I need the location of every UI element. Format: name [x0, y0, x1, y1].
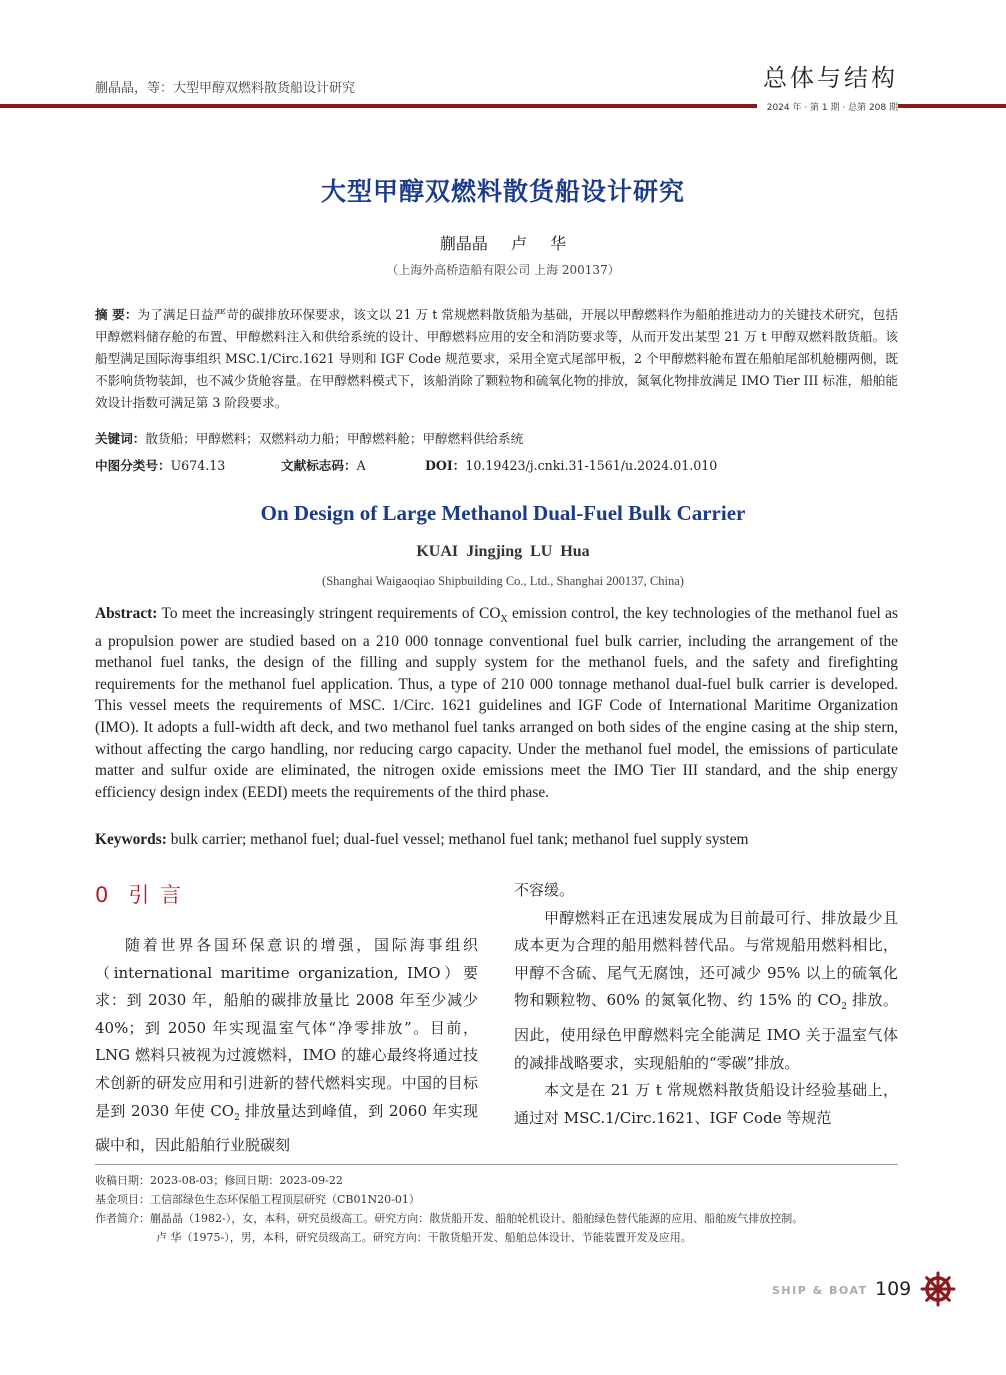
clc-line — [95, 455, 225, 474]
footnote-author2: 卢 华（1975-），男，本科，研究员级高工。研究方向：干散货船开发、船舶总体设计、节能装置开发及应用。 — [156, 1231, 692, 1244]
running-title: 蒯晶晶，等：大型甲醇双燃料散货船设计研究 — [95, 81, 356, 96]
ship-wheel-icon — [920, 1271, 956, 1307]
doc-code-line — [281, 455, 366, 474]
body-text: 排放量达到峰值，到 2060 年实现碳中和，因此船舶行业脱碳刻 — [95, 1101, 478, 1155]
cn-authors: 蒯晶晶 卢 华 — [439, 234, 567, 253]
footnote-rule — [95, 1164, 898, 1165]
cn-title: 大型甲醇双燃料散货船设计研究 — [320, 177, 685, 206]
page-number: 109 — [875, 1278, 912, 1300]
body-paragraph: 本文是在 21 万 t 常规燃料散货船设计经验基础上，通过对 MSC.1/Circ.1621、IGF Code 等规范 — [514, 1081, 898, 1127]
body-column-right — [514, 877, 898, 1132]
en-authors: KUAI Jingjing LU Hua — [416, 543, 590, 560]
en-affiliation: (Shanghai Waigaoqiao Shipbuilding Co., Ltd., Shanghai 200137, China) — [322, 574, 684, 588]
body-paragraph — [95, 932, 478, 1160]
footnote-received: 收稿日期：2023-08-03；修回日期：2023-09-22 — [95, 1174, 343, 1187]
clc-value: U674.13 — [170, 458, 226, 473]
doi-value: 10.19423/j.cnki.31-1561/u.2024.01.010 — [465, 458, 718, 473]
issue-label: 2024 年 · 第 1 期 · 总第 208 期 — [757, 103, 898, 113]
en-abstract-post: emission control, the key technologies of the methanol fuel as a propulsion power are studied based on a 210 000 tonnage conventional fuel bulk carrier, including the arrangement of the methanol fuel tanks, the design of the filling and supply system for the methanol fuels, and the safety and firefighting requirements for the methanol fuel application. Thus, a type of 210 000 tonnage methanol dual-fuel bulk carrier is developed. This vessel meets the requirements of MSC. 1/Circ. 1621 guidelines and IGF Code of International Maritime Organization (IMO). It adopts a full-width aft deck, and two methanol fuel tanks arranged on both sides of the engine casing at the ship stern, without affecting the cargo handling, nor reducing cargo capacity. Under the methanol fuel model, the emissions of particulate matter and sulfur oxide are eliminated, the nitrogen oxide emissions meet the IMO Tier III standard, and the ship energy efficiency design index (EEDI) meets the requirements of the third phase. — [95, 605, 898, 801]
cn-abstract-text: 为了满足日益严苛的碳排放环保要求，该文以 21 万 t 常规燃料散货船为基础，开展以甲醇燃料作为船舶推进动力的关键技术研究，包括甲醇燃料储存舱的布置、甲醇燃料注入和供给系统的设计、甲醇燃料应用的安全和消防要求等，从而开发出某型 21 万 t 甲醇双燃料散货船。该船型满足国际海事组织 MSC.1/Circ.1621 导则和 IGF Code 规范要求，采用全宽式尾部甲板，2 个甲醇燃料舱布置在船舶尾部机舱棚两侧，既不影响货物装卸，也不减少货舱容量。在甲醇燃料模式下，该船消除了颗粒物和硫氧化物的排放，氮氧化物排放满足 IMO Tier III 标准，船舶能效设计指数可满足第 3 阶段要求。 — [95, 307, 898, 410]
doc-code-value: A — [356, 458, 366, 473]
cn-affiliation: （上海外高桥造船有限公司 上海 200137） — [386, 263, 620, 277]
section-title: 引 言 — [128, 883, 184, 907]
body-text: 甲醇燃料正在迅速发展成为目前最可行、排放最少且成本更为合理的船用燃料替代品。与常规船用燃料相比，甲醇不含硫、尾气无腐蚀，还可减少 95% 以上的硫氧化物和颗粒物、60% 的氮氧化物、约 15% 的 CO — [514, 908, 898, 1010]
section-label: 总体与结构 — [763, 64, 898, 92]
doi-label: DOI： — [425, 458, 466, 473]
doc-code-label: 文献标志码： — [281, 458, 357, 473]
clc-label: 中图分类号： — [95, 458, 171, 473]
magazine-name: SHIP & BOAT — [772, 1284, 868, 1297]
en-keywords-label: Keywords: — [95, 831, 167, 848]
footnote-fund: 基金项目：工信部绿色生态环保船工程顶层研究（CB01N20-01） — [95, 1193, 420, 1206]
subscript: 2 — [841, 1002, 847, 1013]
section-number: 0 — [95, 883, 111, 907]
body-paragraph: 不容缓。 — [514, 881, 575, 899]
en-title: On Design of Large Methanol Dual-Fuel Bulk Carrier — [260, 501, 746, 525]
footnote-author1: 作者简介：蒯晶晶（1982-），女，本科，研究员级高工。研究方向：散货船开发、船舶轮机设计、船舶绿色替代能源的应用、船舶废气排放控制。 — [95, 1212, 804, 1225]
en-abstract — [95, 603, 898, 803]
en-abstract-label: Abstract: — [95, 605, 158, 622]
en-keywords-text: bulk carrier; methanol fuel; dual-fuel vessel; methanol fuel tank; methanol fuel supply system — [170, 831, 749, 848]
en-abstract-pre: To meet the increasingly stringent requirements of CO — [161, 605, 501, 622]
cn-keywords-label: 关键词： — [95, 431, 146, 446]
body-paragraph — [514, 905, 898, 1078]
cn-abstract — [95, 304, 898, 414]
section-heading — [95, 879, 201, 909]
en-abstract-sub: X — [500, 614, 508, 626]
body-text: 排放。因此，使用绿色甲醇燃料完全能满足 IMO 关于温室气体的减排战略要求，实现船舶的“零碳”排放。 — [514, 991, 898, 1072]
cn-abstract-label: 摘 要： — [95, 307, 138, 322]
body-text: 随着世界各国环保意识的增强，国际海事组织（international maritime organization, IMO）要求：到 2030 年，船舶的碳排放量比 2008 年至少减少 40%；到 2050 年实现温室气体“净零排放”。目前，LNG 燃料只被视为过渡燃料，IMO 的雄心最终将通过技术创新的研发应用和引进新的替代燃料实现。中国的目标是到 2030 年使 CO — [95, 936, 478, 1120]
subscript: 2 — [234, 1112, 240, 1123]
cn-keywords-text: 散货船；甲醇燃料；双燃料动力船；甲醇燃料舱；甲醇燃料供给系统 — [145, 431, 524, 446]
doi-line — [425, 455, 717, 474]
en-keywords — [95, 831, 898, 849]
body-column-left — [95, 932, 478, 1160]
cn-keywords — [95, 428, 898, 450]
